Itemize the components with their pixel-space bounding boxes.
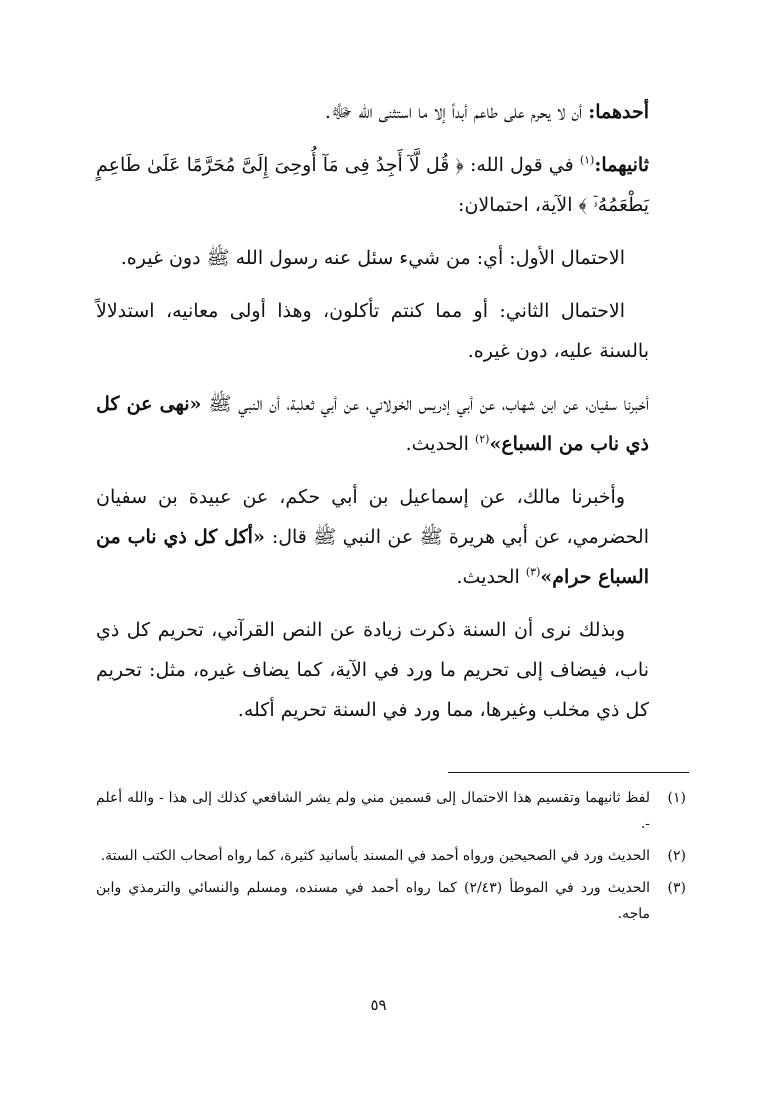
paragraph-tail: الحديث.	[405, 433, 475, 455]
footnote-text: الحديث ورد في الموطأ (٢/٤٣) كما رواه أحمد في مسنده، ومسلم والنسائي والترمذي وابن ماجه.	[96, 880, 650, 922]
main-text	[96, 92, 649, 743]
paragraph-lead: ثانيهما:	[594, 154, 649, 176]
paragraph-text: الاحتمال الأول: أي: من شيء سئل عنه رسول الله ﷺ دون غيره.	[120, 247, 625, 269]
footnotes	[96, 785, 686, 933]
page-number: ٥٩	[370, 996, 387, 1014]
footnote-number: (٢)	[667, 848, 686, 864]
footnote-item	[96, 785, 686, 837]
paragraph-hadith-malik	[96, 477, 649, 597]
paragraph-text: أخبرنا سفيان، عن ابن شهاب، عن أبي إدريس الخولاني، عن أبي ثعلبة، أن النبي ﷺ	[208, 393, 649, 415]
paragraph-first-view	[96, 92, 649, 132]
footnote-ref[interactable]: (١)	[579, 153, 595, 167]
paragraph-possibility-two	[96, 291, 649, 371]
paragraph-conclusion	[96, 610, 649, 730]
hadith-quote: «أكل كل ذي ناب من السباع حرام»	[96, 526, 649, 588]
footnote-item	[96, 875, 686, 927]
paragraph-second-view	[96, 145, 649, 225]
footnote-number: (٣)	[667, 880, 686, 896]
paragraph-tail: الحديث.	[456, 566, 526, 588]
paragraph-text: وبذلك نرى أن السنة ذكرت زيادة عن النص القرآني، تحريم كل ذي ناب، فيضاف إلى تحريم ما ورد في الآية، كما يضاف غيره، مثل: تحريم كل ذي مخلب وغيرها، مما ورد في السنة تحريم أكله.	[96, 619, 649, 721]
footnote-text: الحديث ورد في الصحيحين ورواه أحمد في المسند بأسانيد كثيرة، كما رواه أصحاب الكتب الستة.	[100, 848, 650, 864]
paragraph-text: وأخبرنا مالك، عن إسماعيل بن أبي حكم، عن عبيدة بن سفيان الحضرمي، عن أبي هريرة ﷺ عن النبي ﷺ قال:	[96, 486, 649, 548]
footnote-ref[interactable]: (٣)	[525, 565, 541, 579]
footnote-item	[96, 843, 686, 869]
paragraph-text: أن لا يحرم على طاعم أبداً إلا ما استثنى الله ﷻ.	[324, 101, 589, 123]
footnote-ref[interactable]: (٢)	[474, 432, 490, 446]
paragraph-text: في قول الله: ﴿ قُل لَّآ أَجِدُ فِى مَآ أُوحِىَ إِلَىَّ مُحَرَّمًا عَلَىٰ طَاعِمٍ يَطْعَمُهُۥٓ ﴾ الآية، احتمالان:	[96, 154, 649, 216]
footnote-text: لفظ ثانيهما وتقسيم هذا الاحتمال إلى قسمين مني ولم يشر الشافعي كذلك إلى هذا - والله أعلم -.	[96, 790, 650, 832]
footnote-divider	[448, 772, 689, 773]
footnote-number: (١)	[667, 790, 686, 806]
paragraph-possibility-one	[96, 238, 649, 278]
paragraph-text: الاحتمال الثاني: أو مما كنتم تأكلون، وهذا أولى معانيه، استدلالاً بالسنة عليه، دون غيره.	[96, 300, 649, 362]
paragraph-lead: أحدهما:	[588, 101, 649, 123]
paragraph-hadith-sufyan	[96, 384, 649, 464]
hadith-quote: «نهى عن كل ذي ناب من السباع»	[96, 393, 649, 455]
